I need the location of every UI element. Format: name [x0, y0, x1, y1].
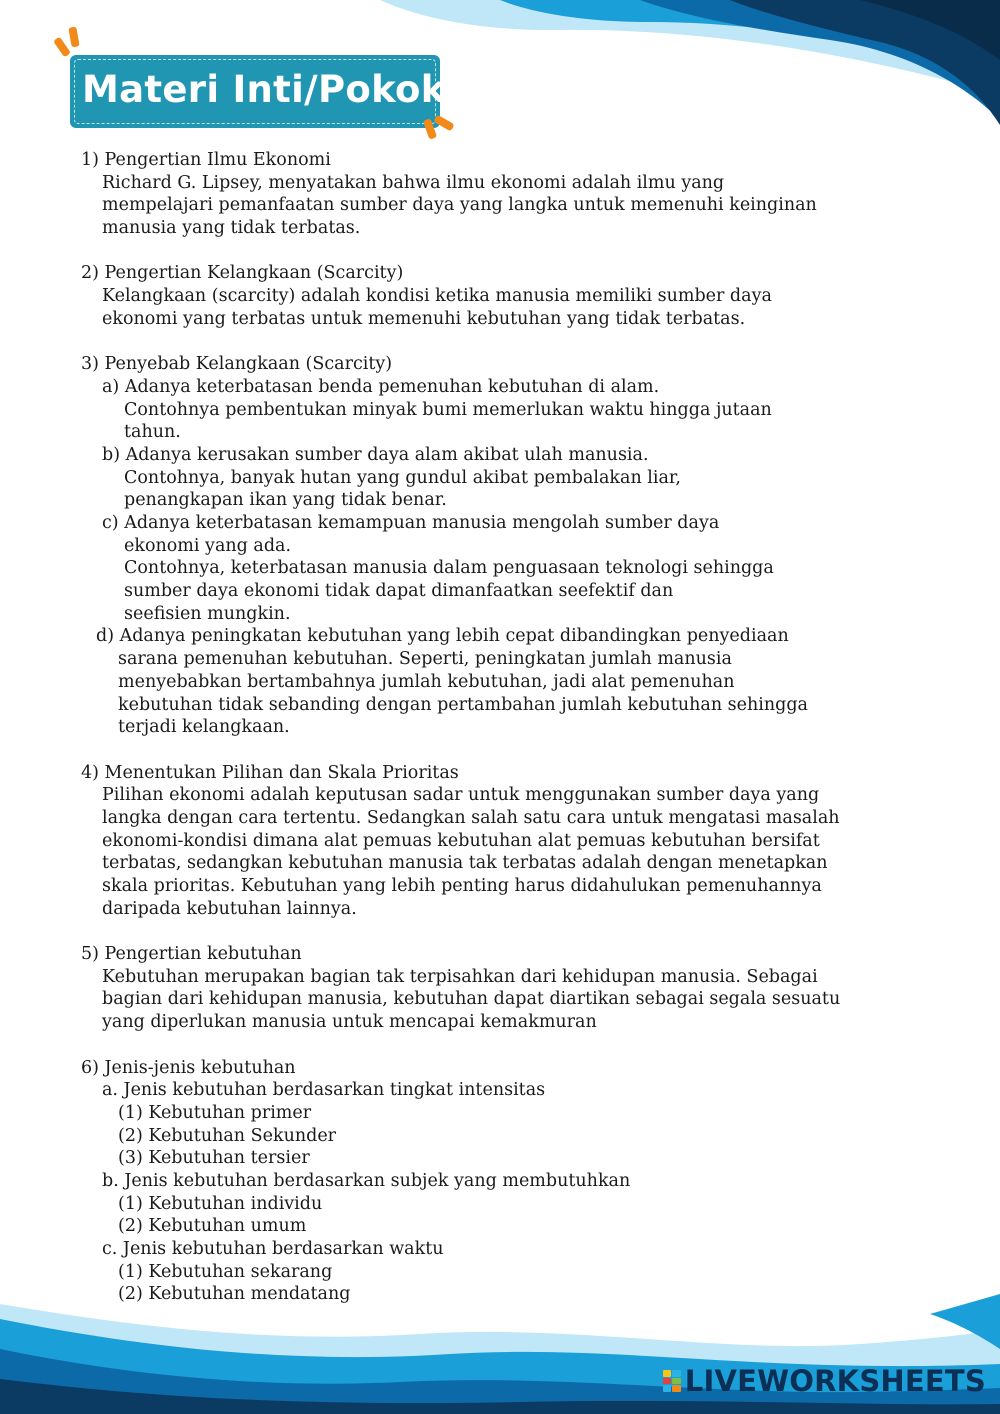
list-item-text: seefisien mungkin.: [124, 603, 291, 624]
list-item: (1) Kebutuhan individu: [118, 1193, 323, 1214]
list-item-text: Contohnya pembentukan minyak bumi memerlukan waktu hingga jutaan: [124, 399, 772, 420]
paragraph-line: Kelangkaan (scarcity) adalah kondisi ketika manusia memiliki sumber daya: [102, 286, 772, 307]
section-heading: 3) Penyebab Kelangkaan (Scarcity): [81, 354, 393, 375]
paragraph-line: yang diperlukan manusia untuk mencapai kemakmuran: [102, 1012, 597, 1033]
section-heading: 2) Pengertian Kelangkaan (Scarcity): [81, 263, 404, 284]
liveworksheets-logo[interactable]: [663, 1364, 986, 1398]
paragraph-line: daripada kebutuhan lainnya.: [102, 898, 357, 919]
list-item-text: tahun.: [124, 422, 181, 443]
liveworksheets-logo-icon: [663, 1370, 681, 1392]
list-item-label: d) Adanya peningkatan kebutuhan yang lebih cepat dibandingkan penyediaan: [96, 626, 789, 647]
list-item-label: b) Adanya kerusakan sumber daya alam akibat ulah manusia.: [102, 444, 649, 465]
list-item: (1) Kebutuhan sekarang: [118, 1261, 333, 1282]
list-item-text: penangkapan ikan yang tidak benar.: [124, 490, 447, 511]
paragraph-line: Richard G. Lipsey, menyatakan bahwa ilmu ekonomi adalah ilmu yang: [102, 172, 725, 193]
paragraph-line: manusia yang tidak terbatas.: [102, 218, 361, 239]
title-banner: [70, 55, 446, 128]
list-item-text: ekonomi yang ada.: [124, 535, 292, 556]
list-item-label: a. Jenis kebutuhan berdasarkan tingkat intensitas: [102, 1080, 546, 1101]
list-item-label: b. Jenis kebutuhan berdasarkan subjek yang membutuhkan: [102, 1170, 631, 1191]
list-item-text: Contohnya, banyak hutan yang gundul akibat pembalakan liar,: [124, 467, 681, 488]
title-box: [70, 55, 446, 128]
paragraph-line: mempelajari pemanfaatan sumber daya yang langka untuk memenuhi keinginan: [102, 195, 817, 216]
paragraph-line: ekonomi-kondisi dimana alat pemuas kebutuhan alat pemuas kebutuhan bersifat: [102, 830, 820, 851]
section-heading: 4) Menentukan Pilihan dan Skala Prioritas: [81, 762, 459, 783]
list-item-text: Contohnya, keterbatasan manusia dalam penguasaan teknologi sehingga: [124, 558, 774, 579]
list-item-label: c. Jenis kebutuhan berdasarkan waktu: [102, 1239, 444, 1259]
list-item-text: terjadi kelangkaan.: [118, 717, 290, 738]
document-body: [81, 149, 881, 1306]
list-item-text: kebutuhan tidak sebanding dengan pertambahan jumlah kebutuhan sehingga: [118, 694, 808, 715]
list-item: (2) Kebutuhan mendatang: [118, 1284, 351, 1305]
list-item: (2) Kebutuhan Sekunder: [118, 1125, 337, 1146]
list-item: (3) Kebutuhan tersier: [118, 1148, 310, 1169]
section-heading: 6) Jenis-jenis kebutuhan: [81, 1057, 296, 1078]
paragraph-line: langka dengan cara tertentu. Sedangkan salah satu cara untuk mengatasi masalah: [102, 807, 840, 828]
paragraph-line: bagian dari kehidupan manusia, kebutuhan dapat diartikan sebagai segala sesuatu: [102, 989, 841, 1010]
section-heading: 5) Pengertian kebutuhan: [81, 944, 302, 965]
paragraph-line: skala prioritas. Kebutuhan yang lebih penting harus didahulukan pemenuhannya: [102, 876, 822, 896]
paragraph-line: Pilihan ekonomi adalah keputusan sadar untuk menggunakan sumber daya yang: [102, 785, 820, 806]
section-heading: 1) Pengertian Ilmu Ekonomi: [81, 150, 331, 170]
page-title: Materi Inti/Pokok: [82, 68, 446, 111]
logo-text: LIVEWORKSHEETS: [684, 1364, 986, 1398]
list-item: (2) Kebutuhan umum: [118, 1216, 307, 1237]
list-item-text: sarana pemenuhan kebutuhan. Seperti, peningkatan jumlah manusia: [118, 649, 732, 670]
paragraph-line: Kebutuhan merupakan bagian tak terpisahkan dari kehidupan manusia. Sebagai: [102, 966, 818, 987]
paragraph-line: terbatas, sedangkan kebutuhan manusia tak terbatas adalah dengan menetapkan: [102, 853, 828, 874]
list-item-text: menyebabkan bertambahnya jumlah kebutuhan, jadi alat pemenuhan: [118, 671, 735, 692]
paragraph-line: ekonomi yang terbatas untuk memenuhi kebutuhan yang tidak terbatas.: [102, 308, 746, 329]
list-item-text: sumber daya ekonomi tidak dapat dimanfaatkan seefektif dan: [124, 581, 674, 602]
list-item: (1) Kebutuhan primer: [118, 1102, 312, 1123]
list-item-label: a) Adanya keterbatasan benda pemenuhan kebutuhan di alam.: [102, 376, 660, 397]
list-item-label: c) Adanya keterbatasan kemampuan manusia mengolah sumber daya: [102, 513, 720, 533]
